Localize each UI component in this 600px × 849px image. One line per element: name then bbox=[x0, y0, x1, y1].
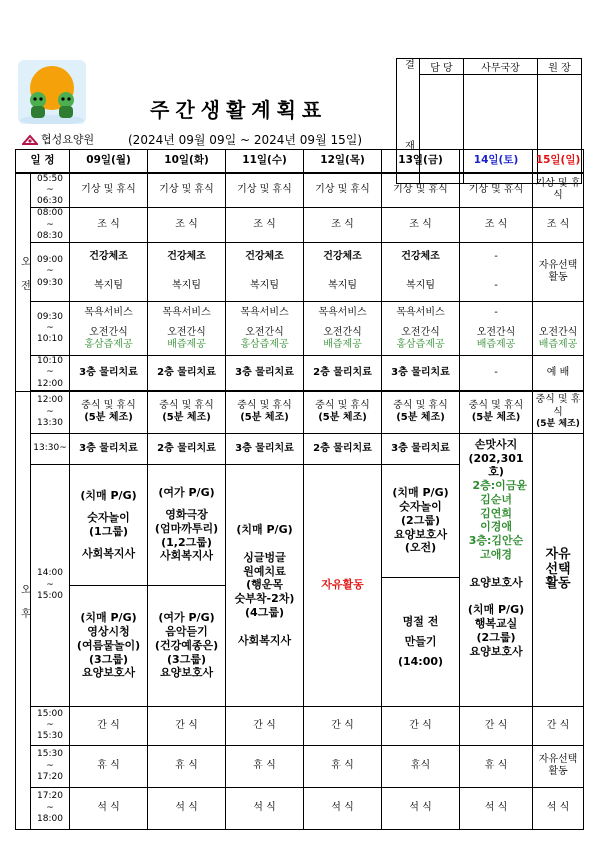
day-header: 10일(화) bbox=[148, 150, 226, 173]
therapy-cell: 2층 물리치료 bbox=[304, 356, 382, 391]
worship-cell: 예 배 bbox=[533, 356, 584, 391]
rest-cell: 휴 식 bbox=[226, 745, 304, 787]
breakfast-cell: 조 식 bbox=[533, 208, 584, 243]
rest-cell: 휴식 bbox=[382, 745, 460, 787]
therapy-cell: 3층 물리치료 bbox=[70, 433, 148, 464]
thursday-program-cell: 자유활동 bbox=[304, 464, 382, 706]
free-activity-cell: 자유선택 활동 bbox=[533, 745, 584, 787]
therapy-cell: 2층 물리치료 bbox=[304, 433, 382, 464]
snack-cell: 간 식 bbox=[226, 706, 304, 745]
sunday-program-cell: 자유 선택 활동 bbox=[533, 433, 584, 706]
am-snack-cell: 오전간식 홍삼즙제공 bbox=[70, 324, 148, 356]
time-cell: 08:00 ~ 08:30 bbox=[31, 208, 70, 243]
dinner-cell: 석 식 bbox=[533, 787, 584, 829]
lunch-cell: 중식 및 휴식 (5분 체조) bbox=[533, 391, 584, 433]
nursing-home-logo bbox=[18, 60, 86, 124]
wednesday-program-cell: (치매 P/G) 싱글벙글 원예치료 (행운목 숫부착-2차) (4그룹) 사회복지사 bbox=[226, 464, 304, 706]
dinner-cell: 석 식 bbox=[460, 787, 533, 829]
wake-cell: 기상 및 휴식 bbox=[382, 173, 460, 208]
exercise-cell: 건강체조 bbox=[382, 243, 460, 271]
exercise-cell: 건강체조 bbox=[148, 243, 226, 271]
friday-program-cell: (치매 P/G) 숫자놀이 (2그룹) 요양보호사 (오전) 명절 전 만들기 (14:00) bbox=[382, 464, 460, 706]
snack-cell: 간 식 bbox=[533, 706, 584, 745]
dinner-cell: 석 식 bbox=[70, 787, 148, 829]
day-header-saturday: 14일(토) bbox=[460, 150, 533, 173]
day-header: 09일(월) bbox=[70, 150, 148, 173]
dinner-cell: 석 식 bbox=[148, 787, 226, 829]
therapy-cell: 3층 물리치료 bbox=[382, 433, 460, 464]
rest-cell: 휴 식 bbox=[304, 745, 382, 787]
page-title: 주간생활계획표 bbox=[150, 98, 328, 122]
lunch-cell: 중식 및 휴식 (5분 체조) bbox=[304, 391, 382, 433]
time-cell: 09:30 ~ 10:10 bbox=[31, 302, 70, 356]
snack-cell: 간 식 bbox=[460, 706, 533, 745]
wake-cell: 기상 및 휴식 bbox=[460, 173, 533, 208]
approval-label: 결 재 bbox=[397, 59, 420, 184]
approval-role: 담 당 bbox=[420, 59, 464, 75]
org-name bbox=[22, 131, 94, 147]
snack-cell: 간 식 bbox=[148, 706, 226, 745]
monday-program-cell: (치매 P/G) 숫자놀이 (1그룹) 사회복지사 (치매 P/G) 영상시청 (여름물놀이) (3그룹) 요양보호사 bbox=[70, 464, 148, 706]
am-snack-cell: 오전간식 배즙제공 bbox=[460, 324, 533, 356]
am-snack-cell: 오전간식 홍삼즙제공 bbox=[226, 324, 304, 356]
wake-cell: 기상 및 휴식 bbox=[70, 173, 148, 208]
org-logo-icon bbox=[22, 134, 38, 145]
day-header-sunday: 15일(일) bbox=[533, 150, 584, 173]
wake-cell: 기상 및 휴식 bbox=[304, 173, 382, 208]
am-label: 오전 bbox=[16, 173, 31, 392]
empty-cell: - bbox=[460, 243, 533, 271]
time-cell: 14:00 ~ 15:00 bbox=[31, 464, 70, 706]
saturday-program-cell: 손맛사지 (202,301호) 2층:이금윤 김순녀 김연희 이경애 3층:김안순 고애경 요양보호사 (치매 P/G) 행복교실 (2그룹) 요양보호사 bbox=[460, 433, 533, 706]
free-activity-cell: 자유선택 활동 bbox=[533, 243, 584, 302]
lunch-cell: 중식 및 휴식 (5분 체조) bbox=[460, 391, 533, 433]
therapy-cell: 3층 물리치료 bbox=[226, 433, 304, 464]
rest-cell: 휴 식 bbox=[148, 745, 226, 787]
bath-cell: 목욕서비스 bbox=[382, 302, 460, 324]
therapy-cell: 2층 물리치료 bbox=[148, 356, 226, 391]
org-name-text: 협성요양원 bbox=[41, 133, 95, 146]
lunch-cell: 중식 및 휴식 (5분 체조) bbox=[226, 391, 304, 433]
wake-cell: 기상 및 휴식 bbox=[226, 173, 304, 208]
schedule-period: (2024년 09월 09일 ~ 2024년 09월 15일) bbox=[128, 133, 363, 147]
bath-cell: 목욕서비스 bbox=[304, 302, 382, 324]
weekly-schedule-table bbox=[15, 149, 584, 830]
approval-role: 원 장 bbox=[538, 59, 582, 75]
wake-cell: 기상 및 휴식 bbox=[148, 173, 226, 208]
time-cell: 12:00 ~ 13:30 bbox=[31, 391, 70, 433]
empty-cell: - bbox=[460, 271, 533, 302]
snack-cell: 간 식 bbox=[70, 706, 148, 745]
approval-role: 사무국장 bbox=[463, 59, 537, 75]
lunch-cell: 중식 및 휴식 (5분 체조) bbox=[70, 391, 148, 433]
therapy-cell: 3층 물리치료 bbox=[70, 356, 148, 391]
time-cell: 15:00 ~ 15:30 bbox=[31, 706, 70, 745]
empty-cell: - bbox=[460, 356, 533, 391]
welfare-team-cell: 복지팀 bbox=[70, 271, 148, 302]
snack-cell: 간 식 bbox=[382, 706, 460, 745]
day-header: 11일(수) bbox=[226, 150, 304, 173]
wake-cell: 기상 및 휴식 bbox=[533, 173, 584, 208]
rest-cell: 휴 식 bbox=[70, 745, 148, 787]
time-cell: 10:10 ~ 12:00 bbox=[31, 356, 70, 391]
breakfast-cell: 조 식 bbox=[148, 208, 226, 243]
corner-cell: 일 정 bbox=[16, 150, 70, 173]
dinner-cell: 석 식 bbox=[304, 787, 382, 829]
tuesday-program-cell: (여가 P/G) 영화극장 (엄마까투리) (1,2그룹) 사회복지사 (여가 P/G) 음악듣기 (건강예종은) (3그룹) 요양보호사 bbox=[148, 464, 226, 706]
exercise-cell: 건강체조 bbox=[70, 243, 148, 271]
time-cell: 15:30 ~ 17:20 bbox=[31, 745, 70, 787]
breakfast-cell: 조 식 bbox=[70, 208, 148, 243]
am-snack-cell: 오전간식 홍삼즙제공 bbox=[382, 324, 460, 356]
pm-label: 오후 bbox=[16, 391, 31, 829]
bath-cell: 목욕서비스 bbox=[226, 302, 304, 324]
time-cell: 09:00 ~ 09:30 bbox=[31, 243, 70, 302]
welfare-team-cell: 복지팀 bbox=[148, 271, 226, 302]
dinner-cell: 석 식 bbox=[226, 787, 304, 829]
empty-cell bbox=[533, 302, 584, 324]
day-header: 13일(금) bbox=[382, 150, 460, 173]
time-cell: 05:50 ~ 06:30 bbox=[31, 173, 70, 208]
therapy-cell: 3층 물리치료 bbox=[226, 356, 304, 391]
welfare-team-cell: 복지팀 bbox=[226, 271, 304, 302]
rest-cell: 휴 식 bbox=[460, 745, 533, 787]
welfare-team-cell: 복지팀 bbox=[382, 271, 460, 302]
am-snack-cell: 오전간식 배즙제공 bbox=[148, 324, 226, 356]
breakfast-cell: 조 식 bbox=[382, 208, 460, 243]
lunch-cell: 중식 및 휴식 (5분 체조) bbox=[148, 391, 226, 433]
dinner-cell: 석 식 bbox=[382, 787, 460, 829]
exercise-cell: 건강체조 bbox=[304, 243, 382, 271]
time-cell: 17:20 ~ 18:00 bbox=[31, 787, 70, 829]
bath-cell: 목욕서비스 bbox=[70, 302, 148, 324]
empty-cell: - bbox=[460, 302, 533, 324]
day-header: 12일(목) bbox=[304, 150, 382, 173]
am-snack-cell: 오전간식 배즙제공 bbox=[304, 324, 382, 356]
breakfast-cell: 조 식 bbox=[304, 208, 382, 243]
snack-cell: 간 식 bbox=[304, 706, 382, 745]
breakfast-cell: 조 식 bbox=[460, 208, 533, 243]
bath-cell: 목욕서비스 bbox=[148, 302, 226, 324]
therapy-cell: 2층 물리치료 bbox=[148, 433, 226, 464]
exercise-cell: 건강체조 bbox=[226, 243, 304, 271]
welfare-team-cell: 복지팀 bbox=[304, 271, 382, 302]
breakfast-cell: 조 식 bbox=[226, 208, 304, 243]
lunch-cell: 중식 및 휴식 (5분 체조) bbox=[382, 391, 460, 433]
time-cell: 13:30~ bbox=[31, 433, 70, 464]
therapy-cell: 3층 물리치료 bbox=[382, 356, 460, 391]
am-snack-cell: 오전간식 배즙제공 bbox=[533, 324, 584, 356]
